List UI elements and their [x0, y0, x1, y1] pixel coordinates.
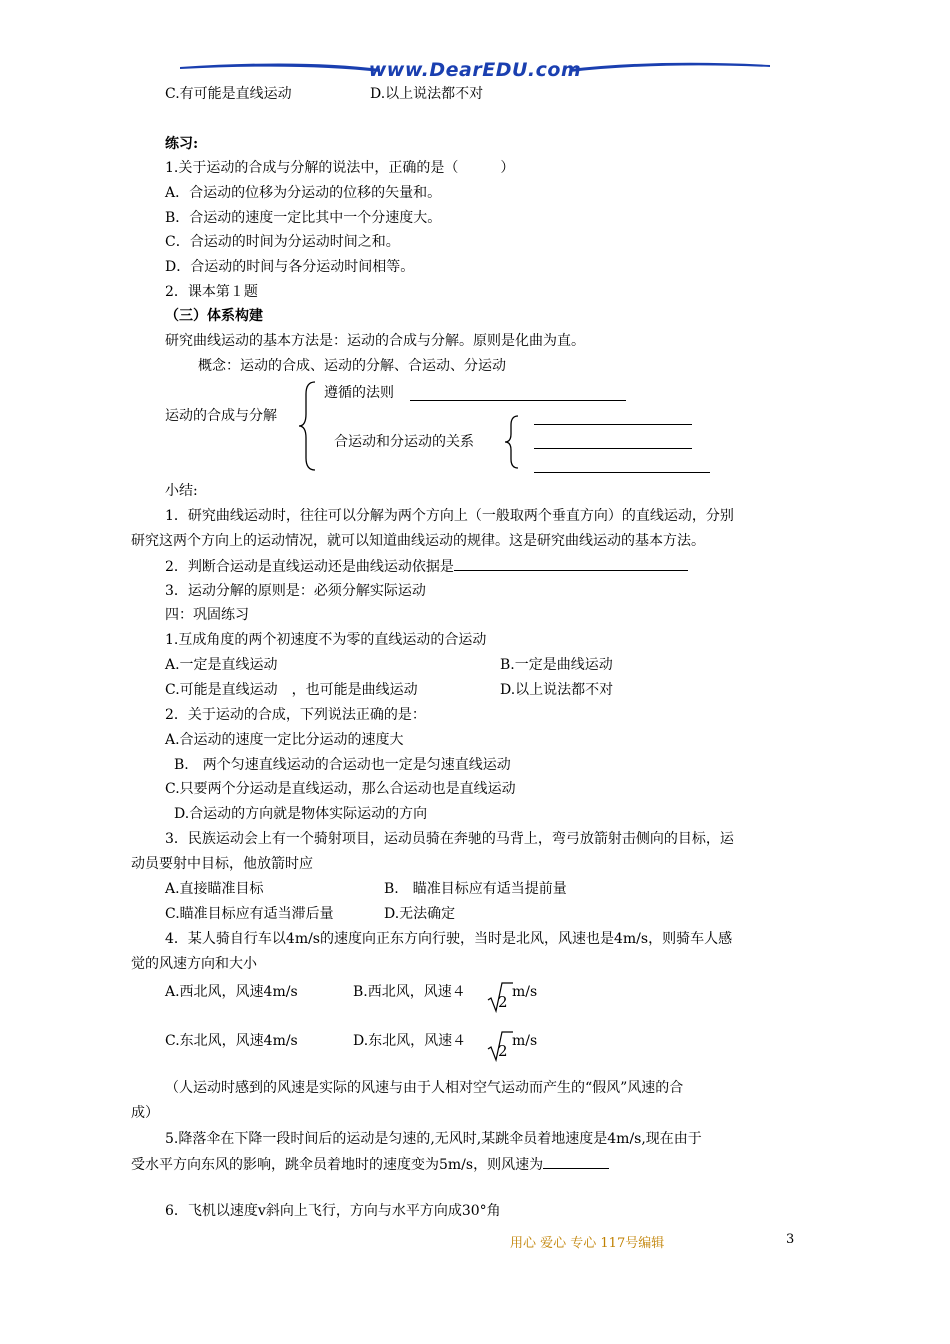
- page-number: 3: [786, 1232, 795, 1247]
- summary-p2-text: 2．判断合运动是直线运动还是曲线运动依据是: [165, 559, 454, 575]
- practice-q5b: [131, 1154, 609, 1175]
- sqrt-number-d: 2: [498, 1042, 508, 1060]
- top-option-d: D.以上说法都不对: [370, 86, 484, 102]
- summary-title: 小结:: [165, 483, 198, 499]
- unit-b: m/s: [512, 984, 538, 1000]
- practice-note-a: （人运动时感到的风速是实际的风速与由于人相对空气运动而产生的“假风”风速的合: [165, 1080, 684, 1096]
- unit-d: m/s: [512, 1033, 538, 1049]
- exercise-q1-d: D．合运动的时间与各分运动时间相等。: [165, 259, 415, 275]
- summary-p2: [165, 556, 688, 577]
- exercise-q1: 1.关于运动的合成与分解的说法中，正确的是（ ）: [165, 160, 515, 176]
- practice-q3-c: C.瞄准目标应有适当滞后量: [165, 906, 334, 922]
- system-title: （三）体系构建: [165, 308, 263, 324]
- practice-q4-d: D.东北风，风速４: [353, 1033, 467, 1049]
- system-concept: 概念：运动的合成、运动的分解、合运动、分运动: [198, 358, 506, 374]
- exercise-q1-b: B．合运动的速度一定比其中一个分速度大。: [165, 210, 442, 226]
- relation-blank-3: [534, 472, 710, 473]
- practice-q2-d: D.合运动的方向就是物体实际运动的方向: [174, 806, 428, 822]
- practice-q3b: 动员要射中目标，他放箭时应: [131, 856, 313, 872]
- practice-q4-c: C.东北风，风速4m/s: [165, 1033, 298, 1049]
- law-blank: [410, 400, 626, 401]
- summary-p1a: 1．研究曲线运动时，往往可以分解为两个方向上（一般取两个垂直方向）的直线运动，分别: [165, 508, 734, 524]
- exercise-title: 练习:: [165, 136, 199, 152]
- site-name: www.DearEDU.com: [368, 59, 582, 81]
- practice-q1-b: B.一定是曲线运动: [500, 657, 613, 673]
- exercise-q1-c: C．合运动的时间为分运动时间之和。: [165, 234, 400, 250]
- practice-q1: 1.互成角度的两个初速度不为零的直线运动的合运动: [165, 632, 487, 648]
- exercise-q2: 2．课本第１题: [165, 284, 258, 300]
- practice-q2: 2．关于运动的合成，下列说法正确的是：: [165, 707, 426, 723]
- header-banner: [180, 56, 770, 86]
- sqrt-number-b: 2: [498, 993, 508, 1011]
- summary-p3: 3．运动分解的原则是：必须分解实际运动: [165, 583, 426, 599]
- practice-q4-b: B.西北风，风速４: [353, 984, 466, 1000]
- system-relation-label: 合运动和分运动的关系: [334, 434, 474, 450]
- system-method: 研究曲线运动的基本方法是：运动的合成与分解。原则是化曲为直。: [165, 333, 585, 349]
- top-option-c: C.有可能是直线运动: [165, 86, 292, 102]
- relation-blank-1: [534, 424, 692, 425]
- relation-blank-2: [534, 448, 692, 449]
- exercise-q1-a: A．合运动的位移为分运动的位移的矢量和。: [165, 185, 442, 201]
- practice-note-b: 成）: [131, 1105, 159, 1121]
- practice-q1-c: C.可能是直线运动 ，也可能是曲线运动: [165, 682, 418, 698]
- practice-q4b: 觉的风速方向和大小: [131, 956, 257, 972]
- practice-q3-b: B. 瞄准目标应有适当提前量: [384, 881, 567, 897]
- practice-q4-a: A.西北风，风速4m/s: [165, 984, 298, 1000]
- summary-p2-blank: [454, 556, 688, 571]
- practice-title: 四：巩固练习: [165, 607, 249, 623]
- practice-q4a: 4．某人骑自行车以4m/s的速度向正东方向行驶，当时是北风，风速也是4m/s，则骑车人感: [165, 931, 733, 947]
- practice-q3-a: A.直接瞄准目标: [165, 881, 264, 897]
- practice-q2-a: A.合运动的速度一定比分运动的速度大: [165, 732, 404, 748]
- outer-brace-icon: [297, 380, 319, 472]
- practice-q5a: 5.降落伞在下降一段时间后的运动是匀速的,无风时,某跳伞员着地速度是4m/s,现在由于: [165, 1131, 702, 1147]
- practice-q3a: 3．民族运动会上有一个骑射项目，运动员骑在奔驰的马背上，弯弓放箭射击侧向的目标，运: [165, 831, 734, 847]
- practice-q2-c: C.只要两个分运动是直线运动，那么合运动也是直线运动: [165, 781, 516, 797]
- system-law-label: 遵循的法则: [324, 385, 394, 401]
- practice-q5b-text: 受水平方向东风的影响，跳伞员着地时的速度变为5m/s，则风速为: [131, 1157, 544, 1173]
- practice-q6: 6．飞机以速度v斜向上飞行，方向与水平方向成30°角: [165, 1203, 501, 1219]
- practice-q1-a: A.一定是直线运动: [165, 657, 278, 673]
- wind-speed-blank: [543, 1154, 609, 1169]
- practice-q2-b: B. 两个匀速直线运动的合运动也一定是匀速直线运动: [174, 757, 511, 773]
- inner-brace-icon: [503, 414, 521, 470]
- practice-q1-d: D.以上说法都不对: [500, 682, 614, 698]
- practice-q3-d: D.无法确定: [384, 906, 456, 922]
- footer-text: 用心 爱心 专心 117号编辑: [510, 1236, 665, 1251]
- summary-p1b: 研究这两个方向上的运动情况，就可以知道曲线运动的规律。这是研究曲线运动的基本方法。: [131, 533, 705, 549]
- system-main-label: 运动的合成与分解: [165, 408, 277, 424]
